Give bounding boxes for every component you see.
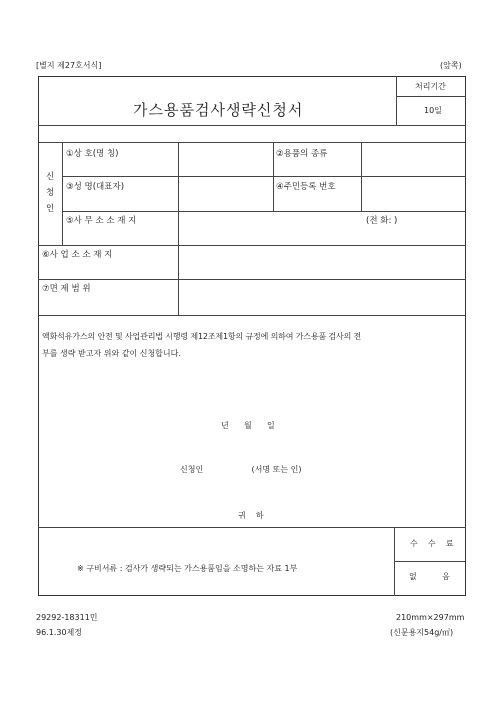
office-phone-label: (전 화: ) [366,216,398,226]
form-title: 가스용품검사생략신청서 [133,101,304,119]
applicant-group-char-1: 신 [46,172,55,182]
processing-divider [396,76,397,125]
applicant-signature: 신청인 (서명 또는 인) [180,465,302,474]
processing-period-value: 10일 [424,106,442,115]
resident-number-field[interactable] [362,177,465,210]
fee-value: 없 음 [409,572,450,581]
form-code: 29292-18311민 [36,613,98,622]
product-type-field[interactable] [362,143,465,175]
enactment-date: 96.1.30제정 [36,628,82,637]
form-number: [별지 제27호서식] [36,61,102,70]
business-address-field[interactable] [179,246,465,278]
fee-label: 수 수 료 [410,539,454,548]
exemption-bottom-line [38,315,466,316]
statement-line-1: 액화석유가스의 안전 및 사업관리법 시행령 제12조제1항의 규정에 의하여 가스용품 검사의 전 [42,332,362,341]
statement-line-2: 부를 생략 받고자 위와 같이 신청합니다. [42,349,181,358]
resident-number-label: ④주민등록 번호 [276,182,336,192]
exemption-scope-label: ⑦면 제 범 위 [42,284,91,294]
representative-name-label: ③성 명(대표자) [66,182,125,192]
office-address-label: ⑤사 무 소 소 재 지 [66,216,137,226]
exemption-scope-field[interactable] [179,280,465,314]
paper-type: (신문용지54g/㎡) [390,628,454,637]
trade-name-label: ①상 호(명 칭) [66,149,119,159]
title-bottom-line [38,125,466,126]
applicant-group-divider [62,142,63,245]
processing-period-label: 처리기간 [415,82,446,91]
body-bottom-line [38,527,466,528]
application-date: 년 월 일 [221,421,275,430]
paper-size: 210mm×297mm [396,613,465,622]
representative-name-field[interactable] [179,177,272,210]
applicant-group-char-2: 청 [46,188,55,198]
trade-name-field[interactable] [179,143,272,175]
processing-label-divider [396,96,466,97]
office-address-field[interactable] [179,212,465,244]
product-type-label: ②용품의 종류 [276,149,328,159]
applicant-group-char-3: 인 [46,204,55,214]
page-side-label: (앞쪽) [440,61,462,70]
fee-label-divider [394,561,466,562]
business-address-label: ⑥사 업 소 소 재 지 [42,250,113,260]
addressee: 귀 하 [238,511,264,520]
required-documents-note: ※ 구비서류 : 검사가 생략되는 가스용품임을 소명하는 자료 1부 [77,564,298,573]
